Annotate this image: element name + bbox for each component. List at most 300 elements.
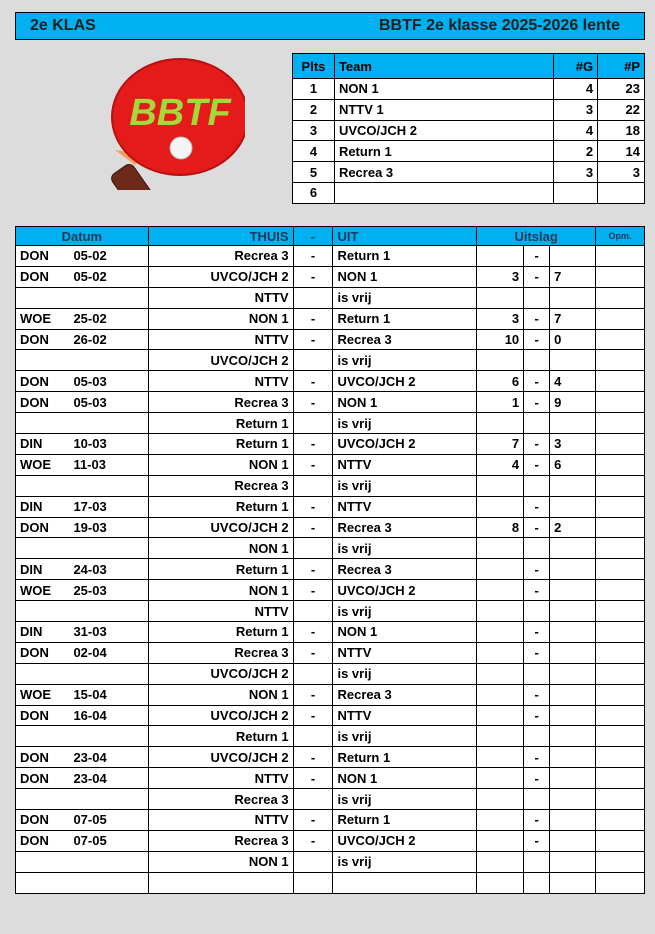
away-team-cell: Recrea 3	[333, 329, 477, 350]
date-cell	[69, 475, 148, 496]
away-score-cell	[550, 705, 596, 726]
score-dash-cell	[524, 475, 550, 496]
col-dash-header: -	[293, 227, 333, 246]
score-dash-cell	[524, 789, 550, 810]
team-cell: UVCO/JCH 2	[334, 120, 553, 141]
versus-dash-cell: -	[293, 266, 333, 287]
rank-cell: 6	[293, 182, 335, 203]
home-team-cell: UVCO/JCH 2	[148, 663, 293, 684]
weekday-cell	[16, 851, 70, 872]
col-team-header: Team	[334, 54, 553, 79]
away-team-cell: is vrij	[333, 601, 477, 622]
away-team-cell: Return 1	[333, 246, 477, 267]
col-datum-header: Datum	[16, 227, 149, 246]
weekday-cell: WOE	[16, 684, 70, 705]
remark-cell	[596, 287, 645, 308]
score-dash-cell: -	[524, 642, 550, 663]
title-banner	[15, 12, 645, 40]
versus-dash-cell: -	[293, 434, 333, 455]
home-score-cell: 3	[477, 266, 524, 287]
home-score-cell	[477, 622, 524, 643]
points-cell: 3	[598, 162, 645, 183]
home-score-cell	[477, 559, 524, 580]
weekday-cell: DON	[16, 642, 70, 663]
home-team-cell: NTTV	[148, 287, 293, 308]
remark-cell	[596, 246, 645, 267]
home-team-cell: NON 1	[148, 851, 293, 872]
home-score-cell: 4	[477, 454, 524, 475]
away-score-cell	[550, 538, 596, 559]
match-row	[16, 538, 645, 559]
match-row	[16, 663, 645, 684]
versus-dash-cell	[293, 872, 333, 893]
date-cell	[69, 350, 148, 371]
remark-cell	[596, 517, 645, 538]
remark-cell	[596, 413, 645, 434]
rank-cell: 4	[293, 141, 335, 162]
home-score-cell	[477, 601, 524, 622]
home-score-cell	[477, 747, 524, 768]
col-g-header: #G	[554, 54, 598, 79]
home-team-cell: Recrea 3	[148, 475, 293, 496]
versus-dash-cell	[293, 287, 333, 308]
weekday-cell: DIN	[16, 622, 70, 643]
home-team-cell: NON 1	[148, 454, 293, 475]
home-team-cell: NON 1	[148, 538, 293, 559]
home-team-cell: NTTV	[148, 810, 293, 831]
weekday-cell: DON	[16, 768, 70, 789]
home-score-cell	[477, 789, 524, 810]
away-score-cell	[550, 768, 596, 789]
away-score-cell	[550, 496, 596, 517]
date-cell	[69, 413, 148, 434]
col-opm-header: Opm.	[596, 227, 645, 246]
remark-cell	[596, 768, 645, 789]
away-team-cell: is vrij	[333, 538, 477, 559]
date-cell: 25-02	[69, 308, 148, 329]
schedule-table	[15, 226, 645, 894]
standings-row	[293, 120, 645, 141]
score-dash-cell: -	[524, 622, 550, 643]
standings-row	[293, 79, 645, 100]
score-dash-cell	[524, 538, 550, 559]
away-score-cell: 7	[550, 266, 596, 287]
away-score-cell: 4	[550, 371, 596, 392]
match-row	[16, 747, 645, 768]
away-score-cell	[550, 684, 596, 705]
match-row	[16, 684, 645, 705]
remark-cell	[596, 434, 645, 455]
home-team-cell: UVCO/JCH 2	[148, 350, 293, 371]
remark-cell	[596, 308, 645, 329]
score-dash-cell	[524, 413, 550, 434]
points-cell: 18	[598, 120, 645, 141]
games-cell: 4	[554, 120, 598, 141]
match-row	[16, 329, 645, 350]
match-row	[16, 454, 645, 475]
home-score-cell	[477, 705, 524, 726]
standings-table	[292, 53, 645, 204]
home-score-cell	[477, 851, 524, 872]
versus-dash-cell	[293, 350, 333, 371]
versus-dash-cell: -	[293, 810, 333, 831]
match-row	[16, 768, 645, 789]
score-dash-cell: -	[524, 246, 550, 267]
remark-cell	[596, 580, 645, 601]
date-cell	[69, 851, 148, 872]
home-score-cell	[477, 246, 524, 267]
weekday-cell	[16, 872, 70, 893]
remark-cell	[596, 830, 645, 851]
score-dash-cell	[524, 872, 550, 893]
match-row	[16, 789, 645, 810]
score-dash-cell: -	[524, 371, 550, 392]
away-score-cell	[550, 642, 596, 663]
home-score-cell	[477, 810, 524, 831]
points-cell	[598, 182, 645, 203]
away-team-cell: UVCO/JCH 2	[333, 371, 477, 392]
versus-dash-cell: -	[293, 329, 333, 350]
match-row	[16, 726, 645, 747]
versus-dash-cell: -	[293, 684, 333, 705]
away-team-cell: NTTV	[333, 496, 477, 517]
games-cell: 4	[554, 79, 598, 100]
score-dash-cell: -	[524, 705, 550, 726]
score-dash-cell: -	[524, 454, 550, 475]
home-score-cell	[477, 413, 524, 434]
date-cell: 10-03	[69, 434, 148, 455]
score-dash-cell: -	[524, 830, 550, 851]
versus-dash-cell: -	[293, 830, 333, 851]
rank-cell: 2	[293, 99, 335, 120]
date-cell	[69, 663, 148, 684]
weekday-cell	[16, 350, 70, 371]
match-row	[16, 580, 645, 601]
score-dash-cell: -	[524, 747, 550, 768]
home-score-cell	[477, 580, 524, 601]
versus-dash-cell: -	[293, 454, 333, 475]
weekday-cell	[16, 789, 70, 810]
away-score-cell	[550, 810, 596, 831]
match-row	[16, 434, 645, 455]
date-cell	[69, 538, 148, 559]
home-score-cell: 10	[477, 329, 524, 350]
weekday-cell	[16, 287, 70, 308]
home-team-cell: NTTV	[148, 329, 293, 350]
away-score-cell	[550, 851, 596, 872]
home-score-cell	[477, 475, 524, 496]
team-cell: Recrea 3	[334, 162, 553, 183]
home-team-cell: NTTV	[148, 601, 293, 622]
home-team-cell: Recrea 3	[148, 642, 293, 663]
standings-row	[293, 141, 645, 162]
home-score-cell: 3	[477, 308, 524, 329]
date-cell	[69, 872, 148, 893]
remark-cell	[596, 851, 645, 872]
away-score-cell: 7	[550, 308, 596, 329]
games-cell: 3	[554, 162, 598, 183]
remark-cell	[596, 747, 645, 768]
away-score-cell	[550, 580, 596, 601]
home-team-cell: NON 1	[148, 308, 293, 329]
score-dash-cell: -	[524, 768, 550, 789]
versus-dash-cell: -	[293, 246, 333, 267]
remark-cell	[596, 454, 645, 475]
match-row	[16, 287, 645, 308]
date-cell: 26-02	[69, 329, 148, 350]
versus-dash-cell	[293, 538, 333, 559]
team-cell: NON 1	[334, 79, 553, 100]
home-team-cell: Return 1	[148, 496, 293, 517]
versus-dash-cell: -	[293, 768, 333, 789]
home-team-cell: Recrea 3	[148, 789, 293, 810]
match-row	[16, 851, 645, 872]
away-team-cell: UVCO/JCH 2	[333, 830, 477, 851]
home-team-cell: UVCO/JCH 2	[148, 705, 293, 726]
away-score-cell	[550, 413, 596, 434]
score-dash-cell: -	[524, 329, 550, 350]
rank-cell: 1	[293, 79, 335, 100]
team-cell	[334, 182, 553, 203]
remark-cell	[596, 642, 645, 663]
date-cell	[69, 601, 148, 622]
weekday-cell: DON	[16, 246, 70, 267]
col-plts-header: Plts	[293, 54, 335, 79]
away-team-cell: Return 1	[333, 308, 477, 329]
table-tennis-paddle-icon	[45, 55, 245, 190]
team-cell: Return 1	[334, 141, 553, 162]
date-cell: 05-03	[69, 371, 148, 392]
versus-dash-cell: -	[293, 580, 333, 601]
home-team-cell: Return 1	[148, 434, 293, 455]
col-thuis-header: THUIS	[148, 227, 293, 246]
away-score-cell	[550, 350, 596, 371]
home-team-cell: Recrea 3	[148, 246, 293, 267]
home-score-cell	[477, 830, 524, 851]
away-team-cell: is vrij	[333, 789, 477, 810]
weekday-cell: DON	[16, 747, 70, 768]
remark-cell	[596, 684, 645, 705]
home-score-cell	[477, 350, 524, 371]
remark-cell	[596, 601, 645, 622]
score-dash-cell: -	[524, 810, 550, 831]
away-team-cell: is vrij	[333, 287, 477, 308]
versus-dash-cell: -	[293, 642, 333, 663]
remark-cell	[596, 329, 645, 350]
remark-cell	[596, 872, 645, 893]
away-team-cell: Return 1	[333, 810, 477, 831]
remark-cell	[596, 538, 645, 559]
standings-row	[293, 182, 645, 203]
away-team-cell: is vrij	[333, 350, 477, 371]
standings-header-row	[293, 54, 645, 79]
away-team-cell	[333, 872, 477, 893]
date-cell: 07-05	[69, 830, 148, 851]
match-row	[16, 413, 645, 434]
remark-cell	[596, 475, 645, 496]
away-team-cell: Recrea 3	[333, 559, 477, 580]
score-dash-cell	[524, 601, 550, 622]
match-row	[16, 266, 645, 287]
away-score-cell: 2	[550, 517, 596, 538]
games-cell: 3	[554, 99, 598, 120]
weekday-cell: DIN	[16, 559, 70, 580]
home-team-cell	[148, 872, 293, 893]
versus-dash-cell: -	[293, 559, 333, 580]
home-team-cell: Recrea 3	[148, 392, 293, 413]
score-dash-cell: -	[524, 559, 550, 580]
date-cell: 23-04	[69, 768, 148, 789]
page-title: BBTF 2e klasse 2025-2026 lente	[378, 17, 620, 34]
weekday-cell: DON	[16, 329, 70, 350]
remark-cell	[596, 810, 645, 831]
remark-cell	[596, 663, 645, 684]
weekday-cell: WOE	[16, 580, 70, 601]
date-cell: 25-03	[69, 580, 148, 601]
home-score-cell	[477, 872, 524, 893]
remark-cell	[596, 392, 645, 413]
match-row	[16, 392, 645, 413]
away-score-cell	[550, 622, 596, 643]
home-team-cell: Return 1	[148, 413, 293, 434]
standings-row	[293, 99, 645, 120]
away-score-cell: 0	[550, 329, 596, 350]
weekday-cell: DON	[16, 371, 70, 392]
away-score-cell	[550, 789, 596, 810]
home-team-cell: Return 1	[148, 559, 293, 580]
score-dash-cell	[524, 663, 550, 684]
away-score-cell	[550, 287, 596, 308]
versus-dash-cell	[293, 601, 333, 622]
col-uitslag-header: Uitslag	[477, 227, 596, 246]
versus-dash-cell: -	[293, 371, 333, 392]
score-dash-cell: -	[524, 684, 550, 705]
away-team-cell: is vrij	[333, 851, 477, 872]
remark-cell	[596, 789, 645, 810]
remark-cell	[596, 622, 645, 643]
match-row	[16, 705, 645, 726]
away-team-cell: is vrij	[333, 413, 477, 434]
away-score-cell	[550, 475, 596, 496]
remark-cell	[596, 350, 645, 371]
date-cell: 23-04	[69, 747, 148, 768]
score-dash-cell	[524, 350, 550, 371]
weekday-cell	[16, 726, 70, 747]
home-team-cell: NTTV	[148, 371, 293, 392]
away-score-cell	[550, 663, 596, 684]
away-team-cell: NON 1	[333, 768, 477, 789]
away-score-cell	[550, 559, 596, 580]
versus-dash-cell: -	[293, 308, 333, 329]
date-cell: 24-03	[69, 559, 148, 580]
match-row	[16, 308, 645, 329]
logo-text: BBTF	[129, 92, 231, 134]
versus-dash-cell: -	[293, 747, 333, 768]
away-score-cell	[550, 246, 596, 267]
away-team-cell: UVCO/JCH 2	[333, 434, 477, 455]
away-team-cell: Recrea 3	[333, 684, 477, 705]
score-dash-cell: -	[524, 434, 550, 455]
match-row	[16, 830, 645, 851]
weekday-cell	[16, 538, 70, 559]
standings-row	[293, 162, 645, 183]
weekday-cell: DON	[16, 392, 70, 413]
score-dash-cell: -	[524, 392, 550, 413]
remark-cell	[596, 559, 645, 580]
away-score-cell	[550, 830, 596, 851]
remark-cell	[596, 496, 645, 517]
remark-cell	[596, 371, 645, 392]
weekday-cell: WOE	[16, 454, 70, 475]
away-score-cell: 9	[550, 392, 596, 413]
home-score-cell: 7	[477, 434, 524, 455]
home-score-cell: 1	[477, 392, 524, 413]
score-dash-cell: -	[524, 580, 550, 601]
away-score-cell	[550, 872, 596, 893]
home-team-cell: Return 1	[148, 726, 293, 747]
home-team-cell: UVCO/JCH 2	[148, 747, 293, 768]
score-dash-cell: -	[524, 266, 550, 287]
home-score-cell	[477, 287, 524, 308]
score-dash-cell	[524, 287, 550, 308]
score-dash-cell	[524, 726, 550, 747]
away-team-cell: Return 1	[333, 747, 477, 768]
versus-dash-cell: -	[293, 705, 333, 726]
date-cell: 19-03	[69, 517, 148, 538]
home-score-cell	[477, 663, 524, 684]
away-score-cell	[550, 601, 596, 622]
match-row	[16, 246, 645, 267]
home-score-cell	[477, 726, 524, 747]
match-row	[16, 517, 645, 538]
versus-dash-cell: -	[293, 496, 333, 517]
score-dash-cell: -	[524, 496, 550, 517]
date-cell: 15-04	[69, 684, 148, 705]
versus-dash-cell	[293, 413, 333, 434]
date-cell	[69, 287, 148, 308]
schedule-header-row	[16, 227, 645, 246]
match-row	[16, 622, 645, 643]
home-score-cell: 6	[477, 371, 524, 392]
away-team-cell: NON 1	[333, 392, 477, 413]
match-row	[16, 601, 645, 622]
weekday-cell: DIN	[16, 496, 70, 517]
home-score-cell	[477, 768, 524, 789]
weekday-cell	[16, 663, 70, 684]
away-team-cell: Recrea 3	[333, 517, 477, 538]
match-row	[16, 371, 645, 392]
date-cell	[69, 726, 148, 747]
home-team-cell: UVCO/JCH 2	[148, 266, 293, 287]
remark-cell	[596, 266, 645, 287]
away-team-cell: NON 1	[333, 266, 477, 287]
score-dash-cell: -	[524, 308, 550, 329]
away-score-cell: 3	[550, 434, 596, 455]
match-row	[16, 350, 645, 371]
score-dash-cell	[524, 851, 550, 872]
home-team-cell: NON 1	[148, 580, 293, 601]
match-row	[16, 872, 645, 893]
weekday-cell: DON	[16, 517, 70, 538]
away-team-cell: is vrij	[333, 663, 477, 684]
match-row	[16, 642, 645, 663]
versus-dash-cell: -	[293, 517, 333, 538]
versus-dash-cell	[293, 663, 333, 684]
home-team-cell: Return 1	[148, 622, 293, 643]
away-team-cell: is vrij	[333, 726, 477, 747]
weekday-cell: WOE	[16, 308, 70, 329]
weekday-cell	[16, 413, 70, 434]
